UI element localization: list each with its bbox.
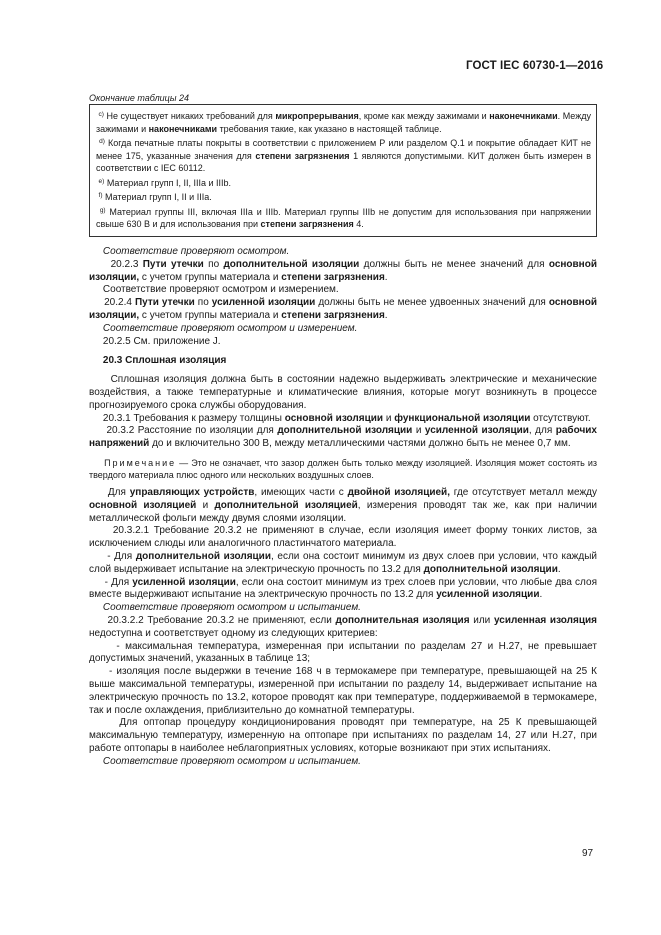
text-run: 20.3.2.1 Требование 20.3.2 не применяют в случае, если изоляция имеет форму тонких листов, за исключением слюды или аналогичного пластинчатого материала. [89, 525, 597, 550]
term-bold: дополнительной изоляции [423, 563, 558, 575]
table-footnote [96, 110, 591, 135]
text-run: . [384, 309, 388, 321]
term-bold: основной изоляции, [89, 297, 597, 321]
text-run: Материал групп I, II и IIIa. [105, 192, 212, 202]
paragraph [89, 374, 597, 412]
term-bold: управляющих устройств [129, 486, 255, 498]
term-bold: Пути утечки [142, 258, 204, 270]
section-heading [89, 355, 597, 368]
text-run: Соответствие проверяют осмотром и измерением. [102, 284, 339, 296]
term-bold: степени загрязнения [260, 219, 354, 229]
term-bold: дополнительной изоляции [135, 550, 271, 562]
text-run: - максимальная температура, измеренная при испытании по разделам 27 и Н.27, не превышает допустимых значений, указанных в таблице 13; [89, 640, 597, 665]
text-run: , кроме как между зажимами и [358, 111, 490, 121]
text-run: , если она состоит минимум из трех слоев при условии, что любые два слоя вместе выдерживают испытание на электрическую прочность по 13.2 для [89, 576, 597, 601]
term-bold: наконечниками [489, 111, 558, 121]
paragraph [89, 487, 597, 525]
term-bold: рабочих напряжений [89, 425, 597, 450]
text-run: , имеющих части с [254, 486, 348, 498]
text-run: 20.2.4 [104, 297, 135, 309]
paragraph [89, 336, 597, 349]
table-continuation-caption: Окончание таблицы 24 [89, 93, 189, 103]
paragraph [89, 717, 597, 755]
term-bold: дополнительной изоляцией [214, 499, 358, 511]
table-footnote [96, 191, 591, 204]
text-run: Для [107, 486, 130, 498]
text-run: , для [528, 425, 556, 437]
term-bold: дополнительная изоляция [335, 614, 470, 626]
term-bold: двойной изоляцией, [347, 486, 450, 498]
paragraph [89, 666, 597, 717]
text-run: по [194, 297, 212, 309]
term-bold: 20.3 Сплошная изоляция [102, 355, 227, 367]
text-run: Примечание [104, 457, 177, 468]
term-bold: основной изоляции, [89, 258, 597, 283]
term-bold: усиленной изоляции [424, 425, 529, 437]
paragraph [89, 259, 597, 285]
text-run: Для оптопар процедуру кондиционирования проводят при температуре, на 25 К превышающей максимальную температуру, измеренную на оптопаре при испытаниях по разделам 14, 27 или Н.27, при работе оптопары в наиболее неблагоприятных условиях, которые возникают при этих испытаниях. [89, 717, 597, 754]
standard-designation: ГОСТ IEC 60730-1—2016 [466, 60, 604, 72]
term-bold: функциональной изоляции [394, 412, 531, 424]
text-run: . [384, 271, 388, 283]
footnote-mark: e) [98, 177, 105, 185]
text-run: . [557, 563, 561, 575]
paragraph [89, 577, 597, 603]
text-run: до и включительно 300 В, между металлическими частями должно быть не менее 0,7 мм. [149, 438, 571, 450]
text-run: Материал групп I, II, IIIa и IIIb. [106, 177, 232, 188]
paragraph [89, 246, 597, 259]
term-bold: основной изоляцией [89, 499, 197, 511]
text-run: 20.3.2.2 Требование 20.3.2 не применяют, если [107, 614, 336, 626]
text-run: или [469, 614, 494, 626]
paragraph [89, 323, 597, 336]
term-bold: усиленной изоляции [132, 576, 236, 588]
text-run: должны быть не менее значений для [359, 258, 549, 270]
note-paragraph [89, 457, 597, 481]
term-bold: усиленная изоляция [493, 614, 597, 626]
table-footnote [96, 206, 591, 231]
term-bold: основной изоляции [284, 412, 384, 424]
term-bold: степени загрязнения [281, 271, 385, 283]
text-run: , если она состоит минимум из двух слоев при условии, что каждый слой выдерживает испытание на электрическую прочность по 13.2 для [89, 550, 597, 575]
text-run: 1 являются допустимыми. КИТ должен быть измерен в соответствии с IEC 60112. [96, 150, 591, 173]
footnote-mark: c) [98, 111, 104, 118]
text-run: с учетом группы материала и [139, 271, 282, 283]
paragraph [89, 425, 597, 451]
text-run: недоступна и соответствует одному из следующих критериев: [89, 627, 378, 639]
paragraph [89, 413, 597, 426]
term-bold: наконечниками [148, 123, 218, 134]
term-bold: Пути утечки [134, 297, 195, 309]
text-run: где отсутствует металл между [449, 486, 597, 498]
paragraph [89, 284, 597, 297]
text-run: Сплошная изоляция должна быть в состоянии надежно выдерживать электрические и механические воздействия, а также температурные и климатические влияния, которые могут возникнуть в процессе прогнозируемого срока службы оборудования. [89, 374, 597, 411]
text-run: Соответствие проверяют осмотром. [102, 246, 290, 257]
footnote-mark: f) [98, 192, 103, 199]
text-run: Соответствие проверяют осмотром и испытанием. [102, 602, 361, 614]
text-run: - Для [104, 576, 133, 588]
page-number: 97 [582, 848, 594, 859]
text-run: и [196, 499, 215, 511]
text-run: . Между зажимами и [96, 111, 591, 134]
text-run: отсутствуют. [530, 412, 591, 424]
text-run: , измерения проводят так же, как при наличии металлической фольги между двумя слоями изоляции. [89, 499, 598, 524]
paragraph [89, 756, 597, 769]
table-footnote [96, 177, 591, 190]
text-run: 4. [353, 219, 364, 229]
table-footnotes-box [89, 104, 597, 237]
document-body [89, 246, 597, 768]
text-run: и [383, 412, 395, 424]
term-bold: усиленной изоляции [211, 297, 316, 309]
text-run: 20.2.5 См. приложение J. [102, 335, 221, 347]
text-run: - Для [107, 550, 136, 562]
text-run: Когда печатные платы покрыты в соответствии с приложением Р или разделом Q.1 и покрытие обладает КИТ не менее 175, указанные значения для [96, 138, 591, 161]
term-bold: дополнительной изоляции [223, 258, 360, 270]
text-run: 20.2.3 [110, 258, 143, 270]
term-bold: дополнительной изоляции [277, 425, 413, 437]
text-run: Не существует никаких требований для [106, 111, 276, 121]
term-bold: степени загрязнения [281, 309, 385, 321]
text-run: с учетом группы материала и [139, 309, 282, 321]
footnote-mark: d) [99, 138, 105, 145]
paragraph [89, 551, 597, 577]
text-run: должны быть не менее удвоенных значений для [315, 297, 549, 309]
paragraph [89, 615, 597, 641]
term-bold: степени загрязнения [255, 150, 350, 161]
text-run: — Это не означает, что зазор должен быть только между изоляцией. Изоляция может состоять из твердого материала плюс одного или нескольких воздушных слоев. [89, 457, 597, 480]
term-bold: усиленной изоляции [436, 589, 540, 601]
paragraph [89, 602, 597, 615]
text-run: 20.3.1 Требования к размеру толщины [102, 412, 285, 424]
text-run: и [412, 425, 425, 437]
footnote-mark: g) [99, 206, 106, 214]
text-run: Соответствие проверяют осмотром и измерением. [102, 322, 358, 334]
paragraph [89, 525, 597, 551]
text-run: Материал группы III, включая IIIa и IIIb. Материал группы IIIb не допустим для использования при напряжении свыше 630 В и для использования при [96, 206, 591, 229]
paragraph [89, 297, 597, 323]
text-run: требования такие, как указано в настоящей таблице. [217, 123, 442, 134]
text-run: - изоляция после выдержки в течение 168 ч в термокамере при температуре, превышающей на 25 К выше максимальной температуры, измеренной при испытании по разделу 14, выдерживает испытание на электрическую прочность по 13.2, которое проводят как при температуре, поддерживаемой в термокамере, так и после охлаждения, приблизительно до комнатной температуры. [89, 666, 597, 716]
text-run: . [539, 589, 543, 601]
text-run: 20.3.2 Расстояние по изоляции для [106, 425, 278, 437]
text-run: по [203, 258, 224, 270]
table-footnote [96, 137, 591, 175]
text-run: Соответствие проверяют осмотром и испытанием. [102, 755, 361, 767]
paragraph [89, 641, 597, 667]
term-bold: микропрерывания [275, 111, 359, 121]
